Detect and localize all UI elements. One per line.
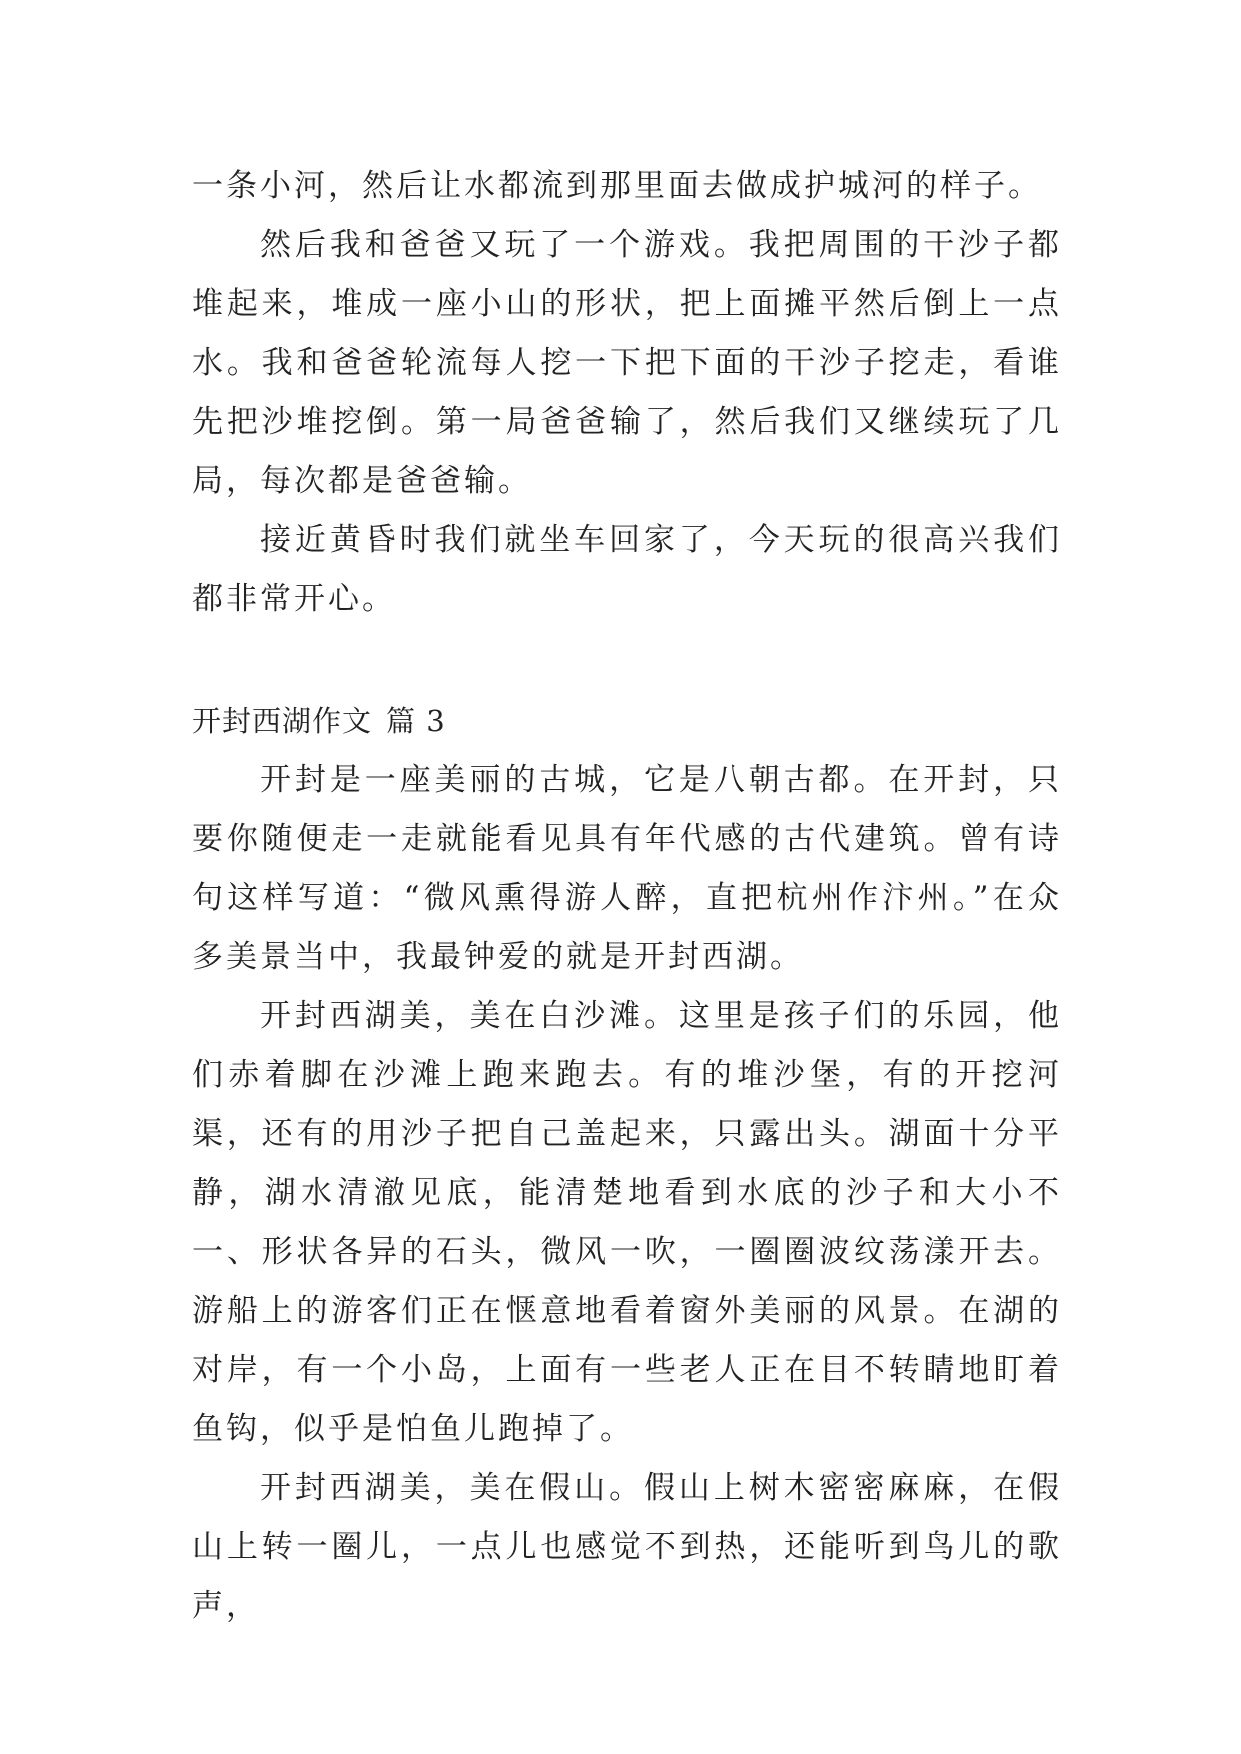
document-body bbox=[192, 157, 1062, 1636]
paragraph-kaifeng-intro: 开封是一座美丽的古城，它是八朝古都。在开封，只要你随便走一走就能看见具有年代感的古代建筑。曾有诗句这样写道：“微风熏得游人醉，直把杭州作汴州。”在众多美景当中，我最钟爱的就是开封西湖。 bbox=[192, 762, 1062, 975]
section-label: 篇 3 bbox=[386, 704, 446, 738]
paragraph-sand-game: 然后我和爸爸又玩了一个游戏。我把周围的干沙子都堆起来，堆成一座小山的形状，把上面摊平然后倒上一点水。我和爸爸轮流每人挖一下把下面的干沙子挖走，看谁先把沙堆挖倒。第一局爸爸输了，然后我们又继续玩了几局，每次都是爸爸输。 bbox=[192, 227, 1062, 499]
paragraph-going-home: 接近黄昏时我们就坐车回家了，今天玩的很高兴我们都非常开心。 bbox=[192, 522, 1062, 617]
section-title: 开封西湖作文 bbox=[192, 704, 373, 738]
paragraph-rockery: 开封西湖美，美在假山。假山上树木密密麻麻，在假山上转一圈儿，一点儿也感觉不到热，还能听到鸟儿的歌声， bbox=[192, 1470, 1062, 1624]
section-spacer bbox=[192, 629, 1062, 692]
paragraph-continuation: 一条小河，然后让水都流到那里面去做成护城河的样子。 bbox=[192, 168, 1042, 204]
section-heading bbox=[192, 692, 1062, 751]
paragraph-white-beach: 开封西湖美，美在白沙滩。这里是孩子们的乐园，他们赤着脚在沙滩上跑来跑去。有的堆沙堡，有的开挖河渠，还有的用沙子把自己盖起来，只露出头。湖面十分平静，湖水清澈见底，能清楚地看到水底的沙子和大小不一、形状各异的石头，微风一吹，一圈圈波纹荡漾开去。游船上的游客们正在惬意地看着窗外美丽的风景。在湖的对岸，有一个小岛，上面有一些老人正在目不转睛地盯着鱼钩，似乎是怕鱼儿跑掉了。 bbox=[192, 998, 1062, 1447]
